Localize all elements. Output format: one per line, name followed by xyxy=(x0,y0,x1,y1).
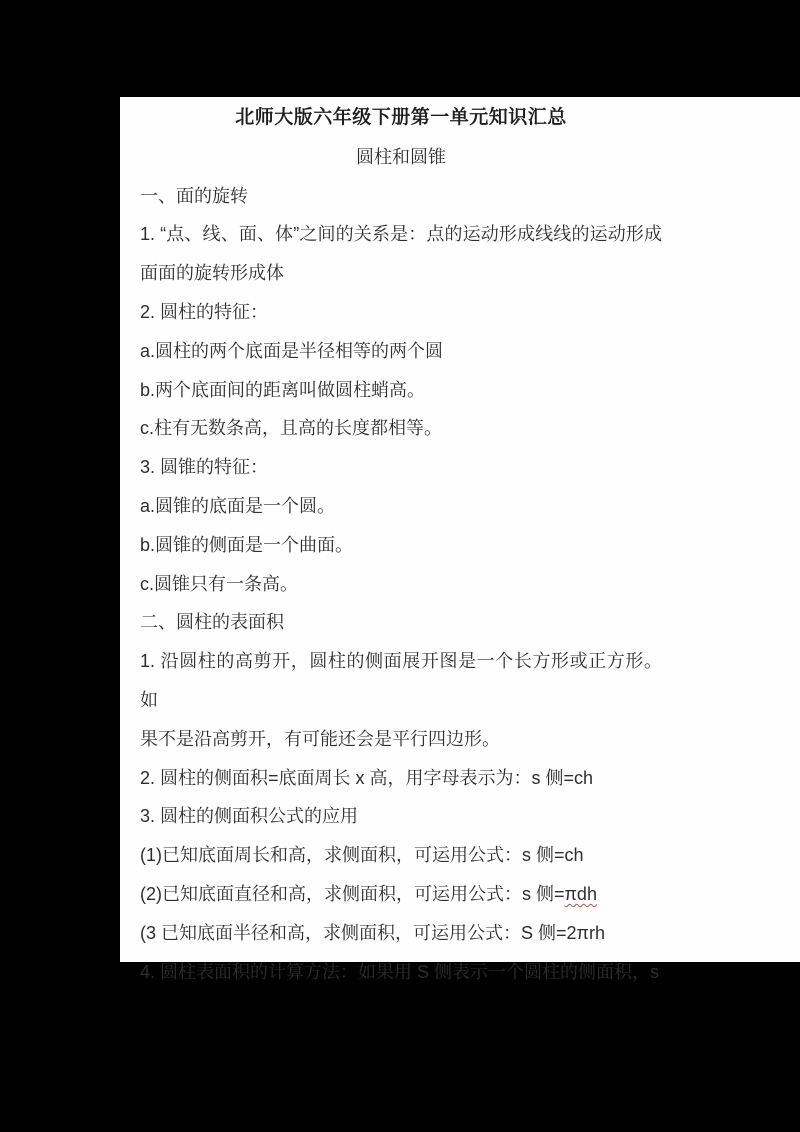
text-line xyxy=(140,371,662,410)
doc-subtitle: 圆柱和圆锥 xyxy=(356,146,446,167)
text-line xyxy=(140,603,662,642)
text-segment: 2. 圆柱的特征： xyxy=(140,301,269,322)
text-segment: c.柱有无数条高，且高的长度都相等。 xyxy=(140,418,442,439)
text-segment: 3. 圆柱的侧面积公式的应用 xyxy=(140,806,359,827)
text-line xyxy=(140,914,662,953)
text-line xyxy=(140,332,662,371)
doc-body xyxy=(140,177,662,992)
document-page xyxy=(120,97,800,982)
text-line xyxy=(140,177,662,216)
text-line xyxy=(140,293,662,332)
text-line xyxy=(140,836,662,875)
text-line xyxy=(140,448,662,487)
text-line xyxy=(140,720,662,759)
text-line xyxy=(140,487,662,526)
text-segment: 1. 沿圆柱的高剪开，圆柱的侧面展开图是一个长方形或正方形。如 xyxy=(140,651,662,710)
text-segment: 2. 圆柱的侧面积=底面周长 x 高，用字母表示为：s 侧=ch xyxy=(140,767,594,788)
text-segment: (1)已知底面周长和高，求侧面积，可运用公式：s 侧=ch xyxy=(140,845,584,866)
text-segment: 一、面的旋转 xyxy=(140,185,248,206)
text-segment: 1. “点、线、面、体”之间的关系是：点的运动形成线线的运动形成 xyxy=(140,224,662,245)
text-line xyxy=(140,797,662,836)
text-segment: 4. 圆柱表面积的计算方法：如果用 S 侧表示一个圆柱的侧面积，s xyxy=(140,961,660,982)
text-segment: c.圆锥只有一条高。 xyxy=(140,573,299,594)
text-line xyxy=(140,565,662,604)
text-segment: 二、圆柱的表面积 xyxy=(140,612,284,633)
text-segment: (2)已知底面直径和高，求侧面积，可运用公式：s 侧= xyxy=(140,883,565,904)
text-segment: b.圆锥的侧面是一个曲面。 xyxy=(140,534,354,555)
text-line xyxy=(140,953,662,992)
text-segment: a.圆锥的底面是一个圆。 xyxy=(140,495,336,516)
text-segment: 3. 圆锥的特征： xyxy=(140,457,269,478)
text-line xyxy=(140,642,662,720)
text-line xyxy=(140,409,662,448)
doc-title: 北师大版六年级下册第一单元知识汇总 xyxy=(235,107,567,128)
text-line xyxy=(140,254,662,293)
text-segment: b.两个底面间的距离叫做圆柱蛸高。 xyxy=(140,379,426,400)
text-line xyxy=(140,526,662,565)
text-segment: (3 已知底面半径和高，求侧面积，可运用公式：S 侧=2πrh xyxy=(140,922,605,943)
text-segment: 果不是沿高剪开，有可能还会是平行四边形。 xyxy=(140,728,500,749)
text-line xyxy=(140,875,662,914)
text-segment: a.圆柱的两个底面是半径相等的两个圆 xyxy=(140,340,444,361)
text-line xyxy=(140,215,662,254)
spellcheck-underlined-text: πdh xyxy=(564,883,597,904)
text-line xyxy=(140,759,662,798)
text-segment: 面面的旋转形成体 xyxy=(140,263,284,284)
